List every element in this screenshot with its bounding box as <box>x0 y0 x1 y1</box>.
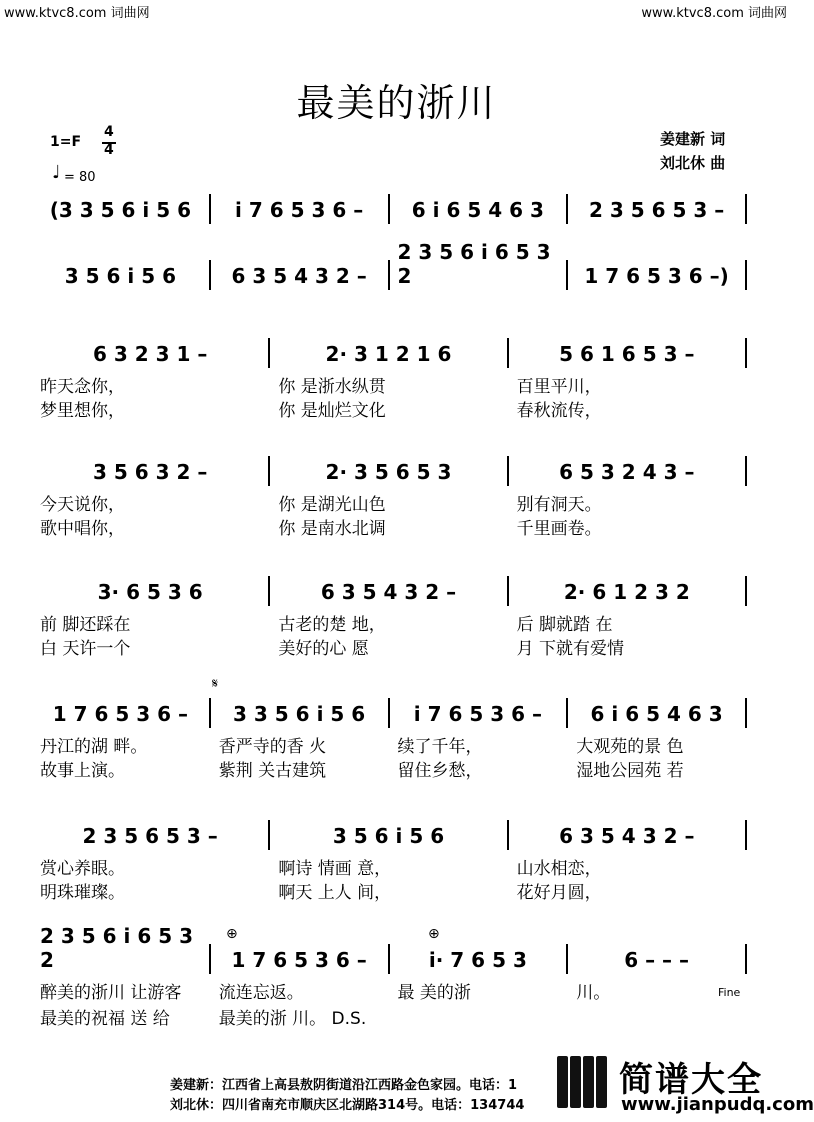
lyric-row <box>40 978 755 1003</box>
measure-group: 6 3 5 4 3 2 – <box>320 580 457 604</box>
logo-name: 简谱大全 <box>619 1060 763 1100</box>
barline <box>745 820 747 850</box>
lyric-phrase: 你 是浙水纵贯 <box>278 377 386 397</box>
measure-group: 2· 6 1 2 3 2 <box>563 580 690 604</box>
lyric-phrase: 后 脚就踏 在 <box>516 615 613 635</box>
barline <box>268 338 270 368</box>
notation-row-8 <box>40 924 755 972</box>
measure-group: 6 5 3 2 4 3 – <box>559 460 695 484</box>
lyric-row <box>40 634 755 659</box>
lyric-phrase: 歌中唱你， <box>40 519 125 539</box>
measure-group: 6 3 5 4 3 2 – <box>559 824 695 848</box>
barline <box>209 698 211 728</box>
measure-group: i 7 6 5 3 6 – <box>413 702 542 726</box>
lyric-phrase: 湿地公园苑 若 <box>576 761 684 781</box>
measure-group: 6 – – – <box>624 948 690 972</box>
barline <box>268 820 270 850</box>
site-header-left: www.ktvc8.com 词曲网 <box>4 6 150 21</box>
barline <box>566 944 568 974</box>
notation-row-2 <box>40 240 755 288</box>
key-signature: 1=F <box>50 134 82 150</box>
lyric-phrase: 花好月圆， <box>516 883 602 903</box>
measure-group: 2 3 5 6 5 3 – <box>82 824 218 848</box>
lyric-row <box>40 372 755 397</box>
fine-marking: Fine <box>718 986 741 999</box>
lyric-phrase: 紫荆 关古建筑 <box>218 761 327 781</box>
notation-row-3 <box>40 340 755 366</box>
tempo-marking: = 80 <box>64 170 96 185</box>
lyric-phrase: 啊天 上人 间， <box>278 883 392 903</box>
measure-group: 1 7 6 5 3 6 –) <box>584 264 729 288</box>
lyric-phrase: 川。 <box>576 983 611 1003</box>
lyric-phrase: 大观苑的景 色 <box>576 737 684 757</box>
lyric-phrase: 最美的浙 川。 D.S. <box>218 1009 367 1029</box>
barline <box>388 698 390 728</box>
barline <box>566 194 568 224</box>
measure-group: i 7 6 5 3 6 – <box>235 198 364 222</box>
barline <box>507 456 509 486</box>
time-signature-top: 4 <box>104 124 114 140</box>
lyric-phrase: 月 下就有爱情 <box>516 639 625 659</box>
barline <box>507 820 509 850</box>
measure-group: 2 3 5 6 i 6 5 3 2 <box>397 240 551 288</box>
lyric-phrase: 别有洞天。 <box>516 495 602 515</box>
barline <box>209 194 211 224</box>
measure-group: 1 7 6 5 3 6 – <box>52 702 189 726</box>
segno-icon: 𝄋 <box>212 676 219 692</box>
lyric-phrase: 前 脚还踩在 <box>40 615 131 635</box>
measure-group: 2 3 5 6 i 6 5 3 2 <box>40 924 194 972</box>
measure-group: 3· 6 5 3 6 <box>97 580 203 604</box>
lyric-row <box>40 756 755 781</box>
barline <box>388 260 390 290</box>
lyric-phrase: 古老的楚 地， <box>278 615 386 635</box>
measure-group: 2 3 5 6 5 3 – <box>588 198 725 222</box>
measure-group: 6 i 6 5 4 6 3 <box>411 198 544 222</box>
site-header-right: www.ktvc8.com 词曲网 <box>641 6 787 21</box>
lyric-phrase: 你 是南水北调 <box>278 519 386 539</box>
lyric-phrase: 今天说你， <box>40 495 125 515</box>
measure-group: 1 7 6 5 3 6 – <box>231 948 367 972</box>
lyric-phrase: 山水相恋， <box>516 859 602 879</box>
contact-line-1: 姜建新：江西省上高县敖阴街道沿江西路金色家园。电话：1 <box>170 1078 518 1093</box>
barline <box>745 576 747 606</box>
composer-credit: 刘北休 曲 <box>660 154 726 172</box>
lyric-phrase: 留住乡愁， <box>397 761 483 781</box>
site-logo <box>557 1052 814 1115</box>
song-title: 最美的浙川 <box>296 81 497 125</box>
lyric-phrase: 白 天许一个 <box>40 639 131 659</box>
lyric-phrase: 醉美的浙川 让游客 <box>40 983 182 1003</box>
lyric-phrase <box>576 1004 755 1029</box>
lyric-phrase: 赏心养眼。 <box>40 859 125 879</box>
lyric-phrase: 故事上演。 <box>40 761 125 781</box>
notation-row-4 <box>40 458 755 484</box>
measure-group: 2· 3 5 6 5 3 <box>325 460 452 484</box>
notation-row-7 <box>40 822 755 848</box>
barline <box>745 944 747 974</box>
lyric-phrase: 续了千年， <box>397 737 483 757</box>
lyric-phrase: 昨天念你， <box>40 377 125 397</box>
lyric-phrase: 春秋流传， <box>516 401 602 421</box>
lyric-row <box>40 610 755 635</box>
measure-group: 6 3 2 3 1 – <box>92 342 208 366</box>
measure-group: 3 3 5 6 i 5 6 <box>233 702 366 726</box>
barline <box>507 576 509 606</box>
lyric-row <box>40 396 755 421</box>
lyric-phrase: 梦里想你， <box>40 401 125 421</box>
notation-row-6 <box>40 700 755 726</box>
lyric-row <box>40 1004 755 1029</box>
logo-url: www.jianpudq.com <box>621 1094 814 1115</box>
barline <box>745 194 747 224</box>
measure-group: 6 3 5 4 3 2 – <box>231 264 367 288</box>
lyric-row <box>40 514 755 539</box>
lyric-row <box>40 878 755 903</box>
measure-group: 3 5 6 i 5 6 <box>332 824 445 848</box>
quarter-note-icon: ♩ <box>52 162 61 183</box>
contact-line-2: 刘北休：四川省南充市顺庆区北湖路314号。电话：134744 <box>170 1098 525 1113</box>
lyric-row <box>40 490 755 515</box>
lyric-row <box>40 732 755 757</box>
lyric-phrase: 最 美的浙 <box>397 983 471 1003</box>
barline <box>388 944 390 974</box>
measure-group: 5 6 1 6 5 3 – <box>559 342 695 366</box>
lyric-phrase: 香严寺的香 火 <box>218 737 327 757</box>
lyric-phrase: 千里画卷。 <box>516 519 602 539</box>
lyric-phrase: 美好的心 愿 <box>278 639 369 659</box>
measure-group: 6 i 6 5 4 6 3 <box>590 702 723 726</box>
measure-group: 3 5 6 i 5 6 <box>64 264 176 288</box>
barline <box>388 194 390 224</box>
coda-icon: ⊕ <box>226 926 238 942</box>
lyric-phrase: 你 是湖光山色 <box>278 495 386 515</box>
lyricist-credit: 姜建新 词 <box>660 130 726 148</box>
lyric-phrase: 明珠璀璨。 <box>40 883 125 903</box>
time-signature-bottom: 4 <box>104 142 114 158</box>
barline <box>745 338 747 368</box>
barline <box>209 944 211 974</box>
barline <box>745 260 747 290</box>
barline <box>745 698 747 728</box>
lyric-phrase: 丹江的湖 畔。 <box>40 737 148 757</box>
barline <box>566 260 568 290</box>
piano-keys-icon <box>557 1056 613 1108</box>
measure-group: 2· 3 1 2 1 6 <box>325 342 452 366</box>
barline <box>745 456 747 486</box>
lyric-row <box>40 854 755 879</box>
measure-group: 3 5 6 3 2 – <box>92 460 208 484</box>
lyric-phrase: 百里平川， <box>516 377 602 397</box>
barline <box>507 338 509 368</box>
notation-row-1 <box>40 196 755 222</box>
barline <box>268 456 270 486</box>
measure-group: (3 3 5 6 i 5 6 <box>49 198 192 222</box>
lyric-phrase: 最美的祝福 送 给 <box>40 1009 170 1029</box>
lyric-phrase: 啊诗 情画 意， <box>278 859 392 879</box>
barline <box>268 576 270 606</box>
barline <box>566 698 568 728</box>
coda-icon: ⊕ <box>428 926 440 942</box>
lyric-phrase: 流连忘返。 <box>218 983 304 1003</box>
barline <box>209 260 211 290</box>
measure-group: i· 7 6 5 3 <box>428 948 527 972</box>
lyric-phrase <box>398 1004 577 1029</box>
lyric-phrase: 你 是灿烂文化 <box>278 401 386 421</box>
notation-row-5 <box>40 578 755 604</box>
